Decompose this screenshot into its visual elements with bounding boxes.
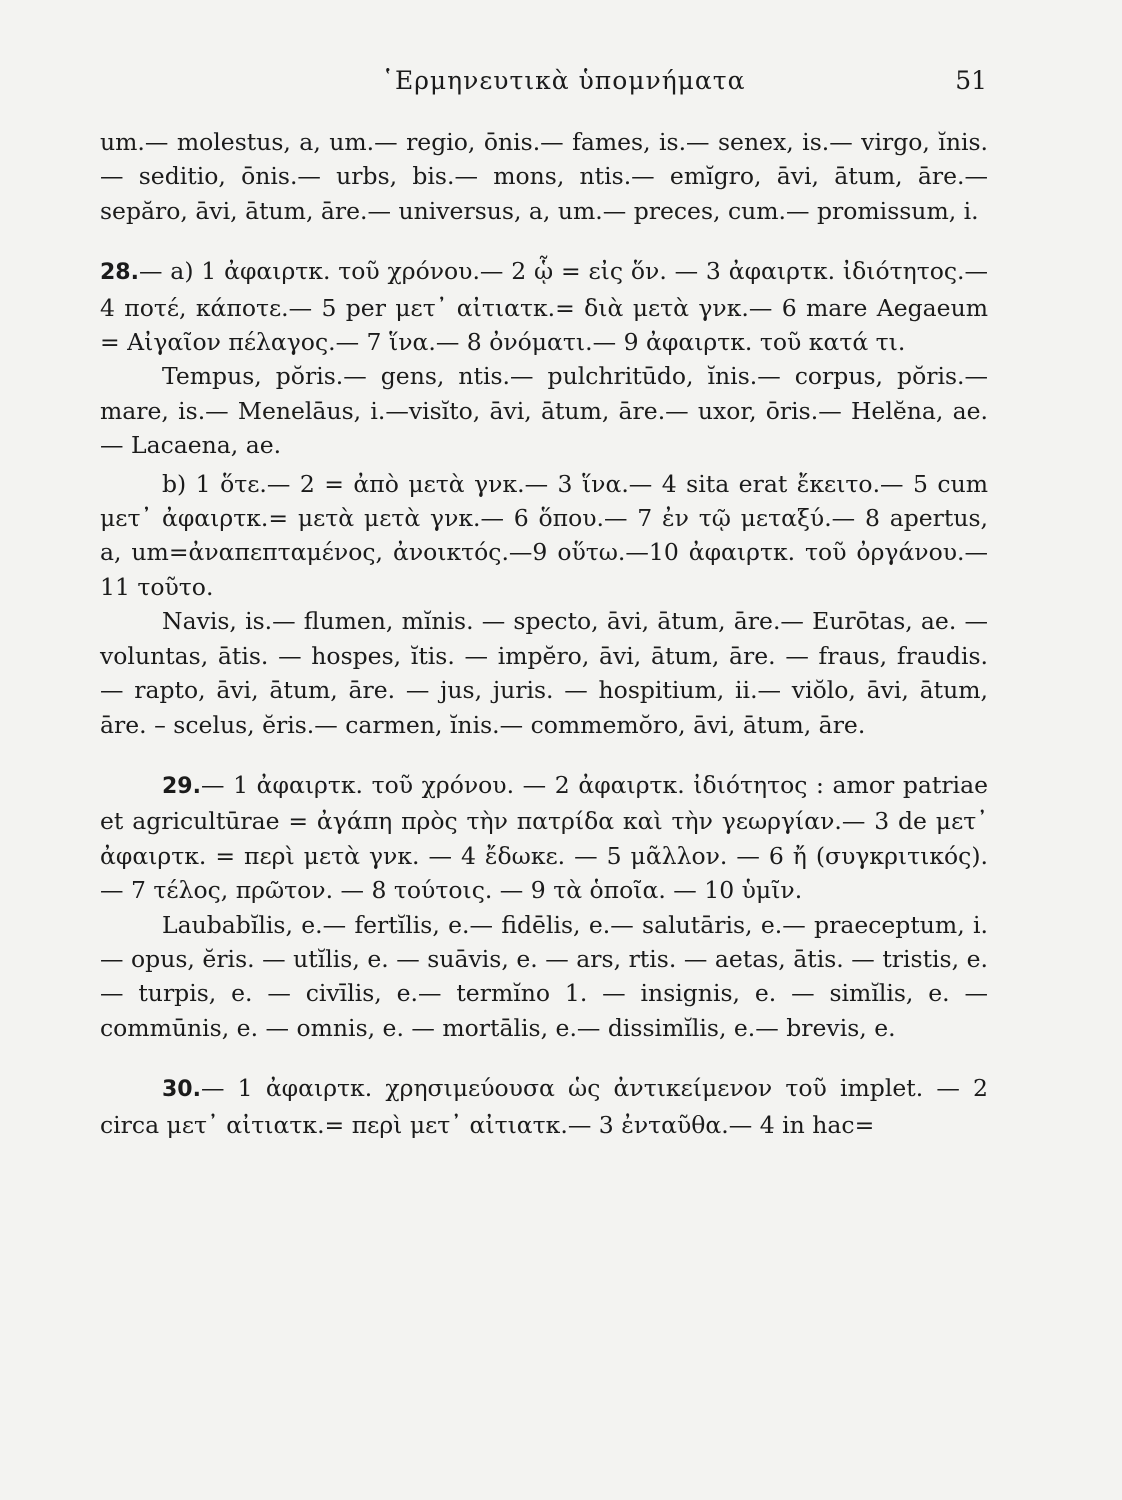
paragraph: Laubabĭlis, e.— fertĭlis, e.— fidēlis, e.— salutāris, e.— praeceptum, i. — opus, ĕris. — utĭlis, e. — suāvis, e. — ars, rtis. — aetas, ātis. — tristis, e. — turpis, e. — civīlis, e.— termĭno 1. — insignis, e. — simĭlis, e. — commūnis, e. — omnis, e. — mortālis, e.— dissimĭlis, e.— brevis, e.	[100, 910, 988, 1042]
paragraph: b) 1 ὅτε.— 2 = ἀπὸ μετὰ γνκ.— 3 ἵνα.— 4 sita erat ἔκειτο.— 5 cum μετ᾿ ἀφαιρτκ.= μετὰ μετὰ γνκ.— 6 ὅπου.— 7 ἐν τῷ μεταξύ.— 8 apertus, a, um=ἀναπεπταμένος, ἀνοικτός.—9 οὕτω.—10 ἀφαιρτκ. τοῦ ὀργάνου.— 11 τοῦτο.	[100, 469, 988, 601]
page-number: 51	[955, 66, 987, 95]
section-29	[100, 768, 988, 1045]
section-continued	[100, 125, 988, 228]
paragraph-text: — a) 1 ἀφαιρτκ. τοῦ χρόνου.— 2 ᾧ = εἰς ὅν. — 3 ἀφαιρτκ. ἰδιότητος.— 4 ποτέ, κάποτε.— 5 per μετ᾿ αἰτιατκ.= διὰ μετὰ γνκ.— 6 mare Aegaeum = Αἰγαῖον πέλαγος.— 7 ἵνα.— 8 ὀνόματι.— 9 ἀφαιρτκ. τοῦ κατά τι.	[100, 257, 988, 357]
section-28	[100, 254, 988, 742]
section-number: 29.	[162, 773, 201, 799]
paragraph-text: — 1 ἀφαιρτκ. τοῦ χρόνου. — 2 ἀφαιρτκ. ἰδιότητος : amor patriae et agricultūrae = ἀγάπη πρὸς τὴν πατρίδα καὶ τὴν γεωργίαν.— 3 de μετ᾿ ἀφαιρτκ. = περὶ μετὰ γνκ. — 4 ἔδωκε. — 5 μᾶλλον. — 6 ἤ (συγκριτικός). — 7 τέλος, πρῶτον. — 8 τούτοις. — 9 τὰ ὁποῖα. — 10 ὑμῖν.	[100, 770, 988, 905]
section-number: 30.	[162, 1077, 201, 1103]
paragraph: Navis, is.— flumen, mĭnis. — specto, āvi, ātum, āre.— Eurōtas, ae. — voluntas, ātis. — hospes, ĭtis. — impĕro, āvi, ātum, āre. — fraus, fraudis. — rapto, āvi, ātum, āre. — jus, juris. — hospitium, ii.— viŏlo, āvi, ātum, āre. – scelus, ĕris.— carmen, ĭnis.— commemŏro, āvi, ātum, āre.	[100, 607, 988, 739]
paragraph: um.— molestus, a, um.— regio, ōnis.— fames, is.— senex, is.— virgo, ĭnis.— seditio, ōnis.— urbs, bis.— mons, ntis.— emĭgro, āvi, ātum, āre.— sepăro, āvi, ātum, āre.— universus, a, um.— preces, cum.— promissum, i.	[100, 128, 988, 225]
paragraph	[100, 1071, 988, 1142]
page-body	[100, 125, 988, 1142]
paragraph-text: — 1 ἀφαιρτκ. χρησιμεύουσα ὡς ἀντικείμενον τοῦ implet. — 2 circa μετ᾿ αἰτιατκ.= περὶ μετ᾿ αἰτιατκ.— 3 ἐνταῦθα.— 4 in hac=	[100, 1074, 988, 1139]
paragraph: Tempus, pŏris.— gens, ntis.— pulchritūdo, ĭnis.— corpus, pŏris.— mare, is.— Menelāus, i.—visĭto, āvi, ātum, āre.— uxor, ōris.— Helĕna, ae.— Lacaena, ae.	[100, 362, 988, 460]
section-number: 28.	[100, 260, 139, 286]
section-30	[100, 1071, 988, 1142]
running-title: ῾Ερμηνευτικὰ ὑπομνήματα	[381, 66, 746, 95]
running-header	[100, 66, 987, 106]
paragraph	[100, 254, 988, 359]
paragraph	[100, 768, 988, 908]
